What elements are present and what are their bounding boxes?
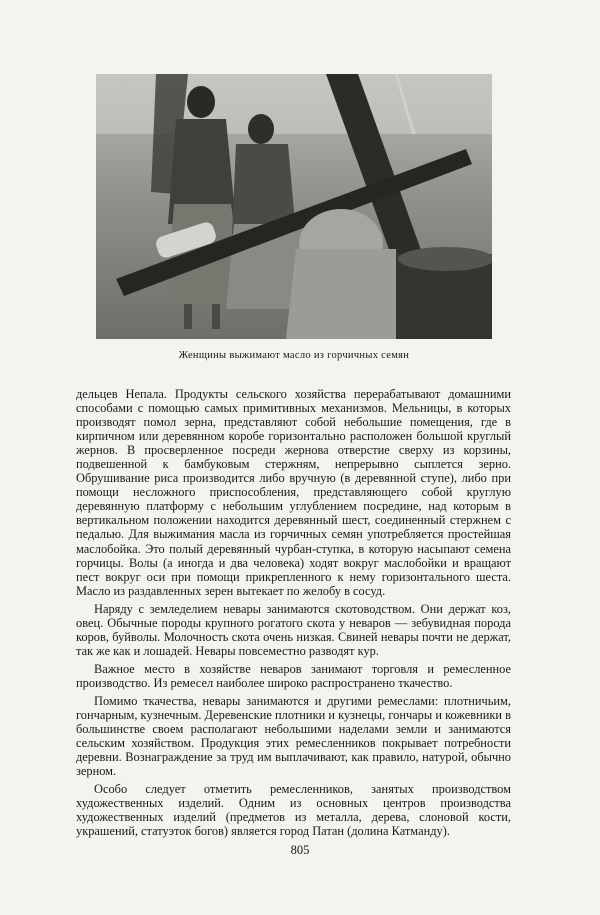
paragraph-1: дельцев Непала. Продукты сельского хозяйства перерабатывают домашними способами с помощью самых примитивных механизмов. Мельницы, в которых производят помол зерна, представляют собой небольшие помещения, где в кирпичном или деревянном коробе горизонтально расположен большой круглый жернов. В просверленное посреди жернова отверстие сверху из корзины, подвешенной к бамбуковым стержням, непрерывно сыплется зерно. Обрушивание риса производится либо вручную (в деревянной ступе), либо при помощи несложного приспособления, представляющего собой круглую деревянную платформу с небольшим углублением посредине, над которым в вертикальном положении находится деревянный шест, соединенный стержнем с педалью. Для выжимания масла из горчичных семян употребляется простейшая маслобойка. Это полый деревянный чурбан-ступка, в которую насыпают семена горчицы. Волы (а иногда и два человека) ходят вокруг маслобойки и вращают пест вокруг оси при помощи прикрепленного к нему горизонтального шеста. Масло из раздавленных зерен вытекает по желобу в сосуд.	[76, 387, 511, 598]
paragraph-2: Наряду с земледелием невары занимаются скотоводством. Они держат коз, овец. Обычные породы крупного рогатого скота у неваров — зебувидная порода коров, буйволы. Молочность скота очень низкая. Свиней невары почти не держат, так же как и лошадей. Невары повсеместно разводят кур.	[76, 601, 511, 658]
paragraph-4: Помимо ткачества, невары занимаются и другими ремеслами: плотничьим, гончарным, кузнечным. Деревенские плотники и кузнецы, гончары и кожевники в большинстве своем располагают небольшими наделами земли и занимаются сельским хозяйством. Продукция этих ремесленников покрывает потребности деревни. Вознаграждение за труд им выплачивают, как правило, натурой, обычно зерном.	[76, 693, 511, 779]
photo-illustration	[96, 74, 492, 339]
body-text	[76, 387, 511, 842]
paragraph-5: Особо следует отметить ремесленников, занятых производством художественных изделий. Одним из основных центров производства художественных изделий (предметов из металла, дерева, слоновой кости, украшений, статуэток богов) является город Патан (долина Катманду).	[76, 782, 511, 839]
photo-women-pressing-oil	[96, 74, 492, 339]
page-number: 805	[290, 843, 310, 857]
paragraph-3: Важное место в хозяйстве неваров занимают торговля и ремесленное производство. Из ремесел наиболее широко распространено ткачество.	[76, 661, 511, 690]
figure-caption: Женщины выжимают масло из горчичных семян	[178, 350, 410, 361]
